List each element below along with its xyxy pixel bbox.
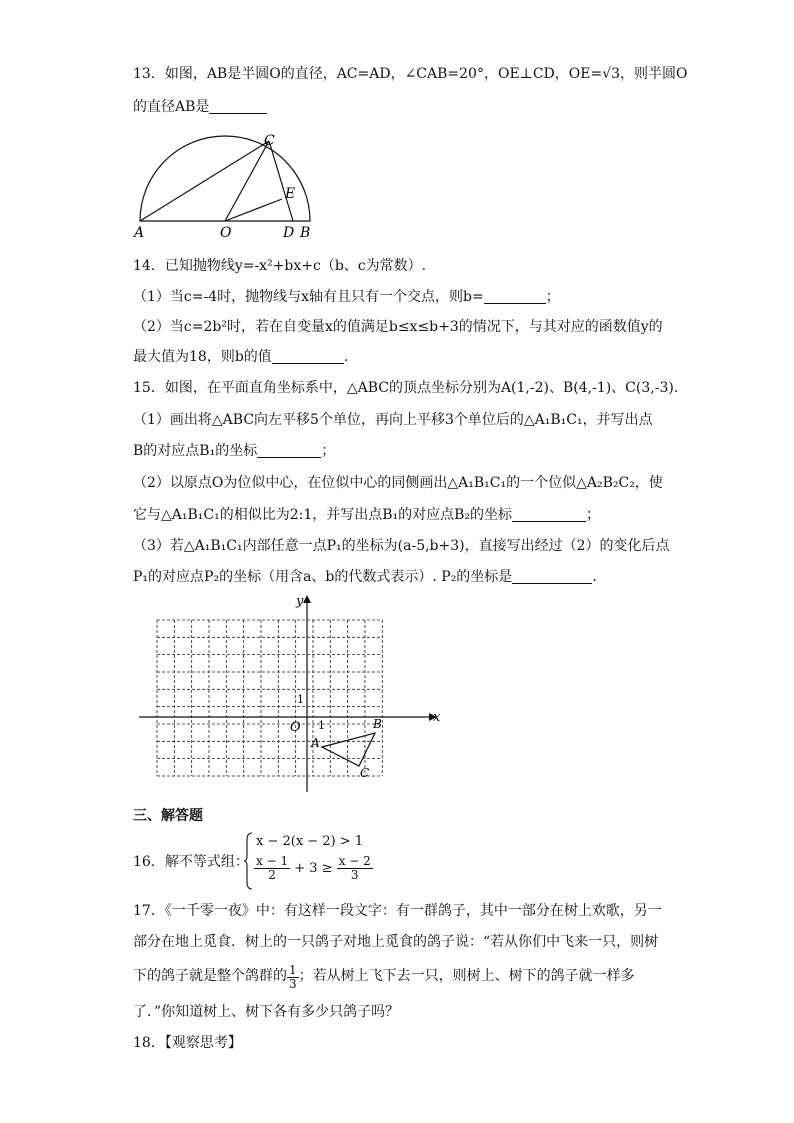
answer-blank <box>512 507 586 522</box>
fraction: $\frac{1}{3}$ <box>289 963 297 991</box>
answer-blank <box>484 289 546 304</box>
label-c: C <box>264 133 275 149</box>
q14-part1 <box>133 287 560 307</box>
label-e: E <box>285 186 296 202</box>
q17-line3 <box>133 964 635 991</box>
label-b: B <box>300 225 311 240</box>
q14-part2: （2）当c=2b²时，若在自变量x的值满足b≤x≤b+3的情况下，与其对应的函数值y的 <box>133 319 663 335</box>
fraction: $\frac{x - 1}{2}$ <box>256 854 289 882</box>
answer-blank <box>272 349 344 364</box>
q18-line1: 18．【观察思考】 <box>133 1035 242 1051</box>
q13-text: 的直径AB是 <box>133 99 210 115</box>
answer-blank <box>512 569 592 584</box>
q15-p2b <box>133 505 600 525</box>
q15-p3a: （3）若△A₁B₁C₁内部任意一点P₁的坐标为(a-5,b+3)，直接写出经过（2）的变化后点 <box>133 538 670 554</box>
x-axis-label: x <box>433 710 441 725</box>
q16-inequality-1: x − 2(x − 2) > 1 <box>256 834 364 849</box>
q15-p1b-end: ； <box>321 443 336 459</box>
q15-p3b-text: P₁的对应点P₂的坐标（用含a、b的代数式表示）. P₂的坐标是 <box>133 569 513 585</box>
grid-lines <box>157 620 382 776</box>
q17-line4: 了．”你知道树上、树下各有多少只鸽子吗？ <box>133 1004 400 1020</box>
point-b-label: B <box>373 717 382 731</box>
segment-oe <box>225 199 282 221</box>
segment-cd <box>269 141 296 221</box>
q15-p3b <box>133 567 597 587</box>
y-tick-1: 1 <box>297 693 304 706</box>
q16-mid: + 3 ≥ <box>294 861 333 876</box>
q17-line3b: ；若从树上飞下去一只，则树上、树下的鸽子就一样多 <box>298 968 635 984</box>
label-o: O <box>220 225 232 240</box>
answer-blank <box>209 99 267 114</box>
q15-p2b-text: 它与△A₁B₁C₁的相似比为2:1，并写出点B₁的对应点B₂的坐标 <box>133 507 513 523</box>
segment-ac <box>140 141 269 221</box>
q13-line2 <box>133 97 267 117</box>
brace-icon <box>244 832 254 890</box>
q14-part1-text: （1）当c=-4时，抛物线与x轴有且只有一个交点，则b= <box>133 289 484 305</box>
semicircle-figure <box>128 128 328 240</box>
q14-part2b <box>133 347 348 367</box>
q15-p3b-end: . <box>592 569 597 585</box>
q15-p2b-end: ； <box>586 507 601 523</box>
q15-p2a: （2）以原点O为位似中心，在位似中心的同侧画出△A₁B₁C₁的一个位似△A₂B₂C₂，使 <box>133 475 663 491</box>
y-axis-arrow <box>303 595 311 603</box>
q14-part1-end: ； <box>545 289 560 305</box>
q16-inequality-2 <box>254 855 373 882</box>
answer-blank <box>257 443 321 458</box>
semicircle-arc <box>140 136 310 221</box>
q17-line1: 17．《一千零一夜》中：有这样一段文字：有一群鸽子，其中一部分在树上欢歌，另一 <box>133 903 662 919</box>
coordinate-grid-figure <box>135 592 445 796</box>
label-d: D <box>283 225 295 240</box>
section-heading: 三、解答题 <box>133 808 203 824</box>
q14-line1: 14．已知抛物线y=-x²+bx+c（b、c为常数）. <box>133 258 427 274</box>
origin-label: O <box>290 720 301 735</box>
fraction: $\frac{x - 2}{3}$ <box>338 854 371 882</box>
point-c-label: C <box>360 766 370 780</box>
q13-line1: 13．如图，AB是半圆O的直径，AC=AD，∠CAB=20°，OE⊥CD，OE=√3，则半圆O <box>133 66 688 82</box>
x-tick-1: 1 <box>318 719 325 732</box>
q15-p1b <box>133 441 335 461</box>
q16-prefix: 16．解不等式组： <box>133 854 249 870</box>
q14-part2b-end: . <box>343 349 349 365</box>
q17-line3a: 下的鸽子就是整个鸽群的 <box>133 968 287 984</box>
q15-p1b-text: B的对应点B₁的坐标 <box>133 443 258 459</box>
q15-line1: 15．如图，在平面直角坐标系中，△ABC的顶点坐标分别为A(1,-2)、B(4,-1)、C(3,-3). <box>133 380 679 396</box>
label-a: A <box>134 225 145 240</box>
q14-part2b-text: 最大值为18，则b的值 <box>133 349 272 365</box>
point-a-label: A <box>311 736 320 750</box>
q17-line2: 部分在地上觅食．树上的一只鸽子对地上觅食的鸽子说：“若从你们中飞来一只，则树 <box>133 934 659 950</box>
segment-oc <box>225 141 269 221</box>
q15-p1a: （1）画出将△ABC向左平移5个单位，再向上平移3个单位后的△A₁B₁C₁，并写出点 <box>133 412 653 428</box>
y-axis-label: y <box>296 594 304 609</box>
